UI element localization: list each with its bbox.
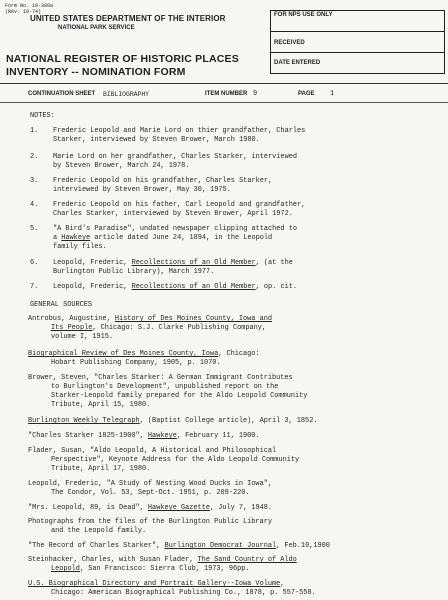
- note-text: Frederic Leopold on his grandfather, Charles Starker,: [53, 177, 273, 185]
- note-number: 2.: [30, 153, 39, 161]
- note-text: Starker, interviewed by Steven Brower, March 1980.: [53, 136, 260, 144]
- source-entry: [28, 350, 260, 359]
- note-text-segment: Leopold, Frederic,: [53, 259, 132, 267]
- source-entry: [28, 580, 284, 589]
- page-value: 1: [330, 90, 335, 98]
- item-number-label: ITEM NUMBER: [205, 91, 248, 97]
- date-entered-field: DATE ENTERED: [274, 60, 321, 66]
- source-entry: [28, 432, 260, 441]
- source-entry: Flader, Susan, "Aldo Leopold, A Historical and Philosophical: [28, 447, 277, 455]
- nps-use-only-label: FOR NPS USE ONLY: [271, 12, 444, 32]
- note-text: Burlington Public Library), March 1977.: [53, 268, 215, 276]
- source-text: , Chicago:: [218, 350, 260, 358]
- source-entry: to Burlington's Development", unpublished report on the: [51, 383, 279, 391]
- note-number: 1.: [30, 127, 39, 135]
- source-text: , Chicago: S.J. Clarke Publishing Company,: [92, 324, 267, 332]
- note-text: family files.: [53, 243, 107, 251]
- source-text: , Feb.10,1900: [276, 542, 330, 550]
- note-text: Frederic Leopold and Marie Lord on thier grandfather, Charles: [53, 127, 306, 135]
- source-entry: Leopold, Frederic, "A Study of Nesting Wood Ducks in Iowa",: [28, 480, 272, 488]
- header-divider: [0, 83, 448, 84]
- source-title: Biographical Review of Des Moines County, Iowa: [28, 350, 219, 358]
- source-text: , San Francisco: Sierra Club, 1973, 96pp.: [79, 565, 250, 573]
- note-text-segment: Leopold, Frederic,: [53, 283, 132, 291]
- department-name: UNITED STATES DEPARTMENT OF THE INTERIOR: [30, 14, 226, 23]
- note-number: 7.: [30, 283, 39, 291]
- page-label: PAGE: [298, 91, 315, 97]
- source-entry: Starker-Leopold family prepared for the Aldo Leopold Community: [51, 392, 308, 400]
- continuation-divider: [0, 102, 448, 103]
- source-text: "Mrs. Leopold, 89, is Dead",: [28, 504, 148, 512]
- continuation-sheet-value: BIBLIOGRAPHY: [103, 91, 150, 98]
- source-entry: [28, 417, 317, 426]
- source-entry: Photographs from the files of the Burlington Public Library: [28, 518, 272, 526]
- source-entry: Brower, Steven, "Charles Starker: A German Immigrant Contributes: [28, 374, 293, 382]
- source-title: Burlington Democrat Journal: [164, 542, 277, 550]
- source-text: ,: [280, 580, 285, 588]
- source-entry: Chicago: American Biographical Publishing Co., 1878, p. 557-558.: [51, 589, 316, 597]
- form-number-text: Form No. 10-300a: [5, 3, 54, 9]
- source-entry: [51, 324, 266, 333]
- source-text: "The Record of Charles Starker",: [28, 542, 165, 550]
- note-text: [53, 259, 293, 268]
- note-text: [53, 234, 272, 243]
- form-title-line2: INVENTORY -- NOMINATION FORM: [6, 66, 186, 78]
- source-text: "Charles Starker 1825-1900",: [28, 432, 148, 440]
- note-number: 4.: [30, 201, 39, 209]
- source-title: Leopold: [51, 565, 80, 573]
- nps-use-only-box: [270, 10, 445, 74]
- note-text: Charles Starker, interviewed by Steven Brower, April 1972.: [53, 210, 293, 218]
- source-text: Steinhacker, Charles, with Susan Flader,: [28, 556, 198, 564]
- note-text: interviewed by Steven Brower, May 30, 1975.: [53, 186, 231, 194]
- source-text: Antrobus, Augustine,: [28, 315, 115, 323]
- sources-heading: GENERAL SOURCES: [30, 301, 93, 309]
- notes-heading: NOTES:: [30, 112, 55, 120]
- source-entry: [51, 565, 250, 574]
- book-title: Recollections of an Old Member: [131, 259, 256, 267]
- item-number-value: 9: [253, 90, 258, 98]
- note-text-segment: article dated June 24, 1894, in the Leopold: [90, 234, 273, 242]
- source-entry: Hobart Publishing Company, 1905, p. 1070.: [51, 359, 221, 367]
- note-text: Frederic Leopold on his father, Carl Leopold and grandfather,: [53, 201, 306, 209]
- source-title: U.S. Biographical Directory and Portrait Gallery--Iowa Volume: [28, 580, 281, 588]
- source-text: , July 7, 1948.: [209, 504, 272, 512]
- source-title: Hawkeye: [147, 432, 177, 440]
- note-text-segment: , op. cit.: [255, 283, 297, 291]
- service-name: NATIONAL PARK SERVICE: [58, 25, 135, 31]
- note-text: by Steven Brower, March 24, 1978.: [53, 162, 190, 170]
- note-number: 5.: [30, 225, 39, 233]
- note-text: "A Bird's Paradise", undated newspaper clipping attached to: [53, 225, 297, 233]
- note-number: 3.: [30, 177, 39, 185]
- source-entry: Tribute, April 17, 1980.: [51, 465, 151, 473]
- note-number: 6.: [30, 259, 39, 267]
- note-text: Marie Lord on her grandfather, Charles Starker, interviewed: [53, 153, 297, 161]
- source-text: , (Baptist College article), April 3, 1852.: [139, 417, 318, 425]
- newspaper-title: Hawkeye: [61, 234, 91, 242]
- note-text-segment: , (at the: [255, 259, 293, 267]
- note-text-segment: a: [53, 234, 62, 242]
- source-title: Burlington Weekly Telegraph: [28, 417, 140, 425]
- source-entry: volume I, 1915.: [51, 333, 114, 341]
- note-text: [53, 283, 297, 292]
- source-text: , February 11, 1900.: [176, 432, 260, 440]
- source-entry: [28, 504, 272, 513]
- source-entry: Perspective", Keynote Address for the Aldo Leopold Community: [51, 456, 300, 464]
- source-entry: Tribute, April 15, 1980.: [51, 401, 151, 409]
- source-entry: [28, 542, 330, 551]
- continuation-sheet-label: CONTINUATION SHEET: [28, 91, 96, 97]
- source-title: The Sand Country of Aldo: [197, 556, 297, 564]
- source-entry: [28, 315, 272, 324]
- source-title: Its People: [51, 324, 93, 332]
- form-title-line1: NATIONAL REGISTER OF HISTORIC PLACES: [6, 53, 239, 65]
- received-field: RECEIVED: [271, 33, 444, 53]
- source-title: Hawkeye Gazette: [147, 504, 210, 512]
- source-entry: The Condor, Vol. 53, Sept-Oct. 1951, p. 209-220.: [51, 489, 250, 497]
- form-revision-text: (Rev. 10-74): [5, 9, 42, 15]
- source-entry: [28, 556, 297, 565]
- source-entry: and the Leopold family.: [51, 527, 147, 535]
- book-title: Recollections of an Old Member: [131, 283, 256, 291]
- source-title: History of Des Moines County, Iowa and: [114, 315, 272, 323]
